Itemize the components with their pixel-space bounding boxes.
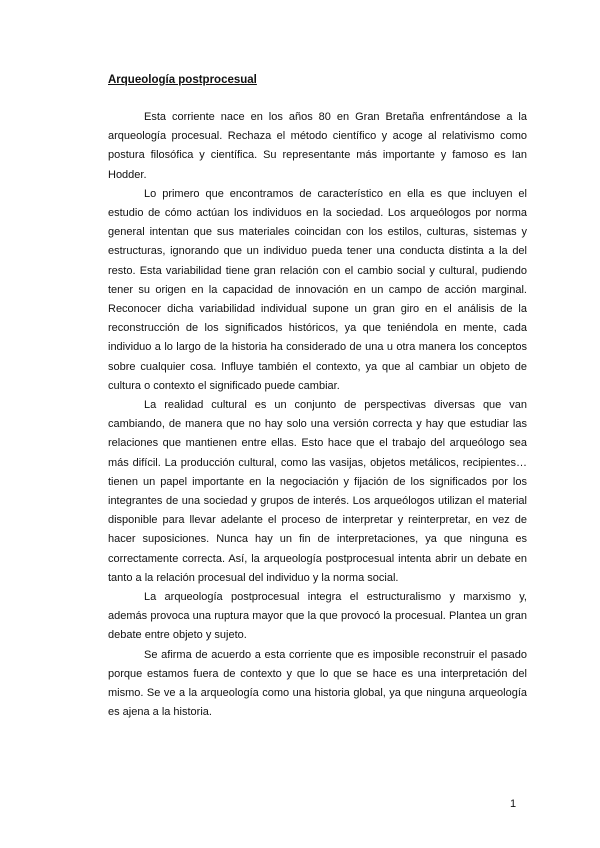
document-title: Arqueología postprocesual (108, 74, 257, 86)
page-number: 1 (510, 798, 517, 810)
paragraph-structuralism: La arqueología postprocesual integra el estructuralismo y marxismo y, además provoca una ruptura mayor que la que provocó la procesual. Plantea un gran debate entre objeto y sujeto. (108, 591, 527, 642)
paragraph-cultural-reality: La realidad cultural es un conjunto de perspectivas diversas que van cambiando, de manera que no hay solo una versión correcta y hay que estudiar las relaciones que mantienen entre ellas. Esto hace que el trabajo del arqueólogo sea más difícil. La producción cultural, como las vasijas, objetos metálicos, recipientes… tienen un papel importante en la negociación y fijación de los significados por los integrantes de una sociedad y grupos de interés. Los arqueólogos utilizan el material disponible para llevar adelante el proceso de interpretar y reinterpretar, en vez de hacer suposiciones. Nunca hay un fin de interpretaciones, ya que ninguna es correctamente correcta. Así, la arqueología postprocesual intenta abrir un debate en tanto a la relación procesual del individuo y la norma social. (108, 399, 527, 584)
paragraph-conclusion: Se afirma de acuerdo a esta corriente que es imposible reconstruir el pasado porque estamos fuera de contexto y que lo que se hace es una interpretación del mismo. Se ve a la arqueología como una historia global, ya que ninguna arqueología es ajena a la historia. (108, 648, 527, 719)
paragraph-individuals: Lo primero que encontramos de característico en ella es que incluyen el estudio de cómo actúan los individuos en la sociedad. Los arqueólogos por norma general intentan que sus materiales coincidan con los estilos, culturas, sistemas y estructuras, ignorando que un individuo pueda tener una conducta distinta a la del resto. Esta variabilidad tiene gran relación con el cambio social y cultural, pudiendo tener su origen en la capacidad de innovación en un campo de acción marginal. Reconocer dicha variabilidad individual supone un gran giro en el análisis de la reconstrucción de los significados históricos, ya que teniéndola en mente, cada individuo a lo largo de la historia ha considerado de una u otra manera los conceptos sobre cualquier cosa. Influye también el contexto, ya que al cambiar un objeto de cultura o contexto el significado puede cambiar. (108, 187, 527, 392)
document-page (108, 72, 527, 723)
paragraph-origin: Esta corriente nace en los años 80 en Gran Bretaña enfrentándose a la arqueología procesual. Rechaza el método científico y acoge al relativismo como postura filosófica y científica. Su representante más importante y famoso es Ian Hodder. (108, 111, 527, 181)
